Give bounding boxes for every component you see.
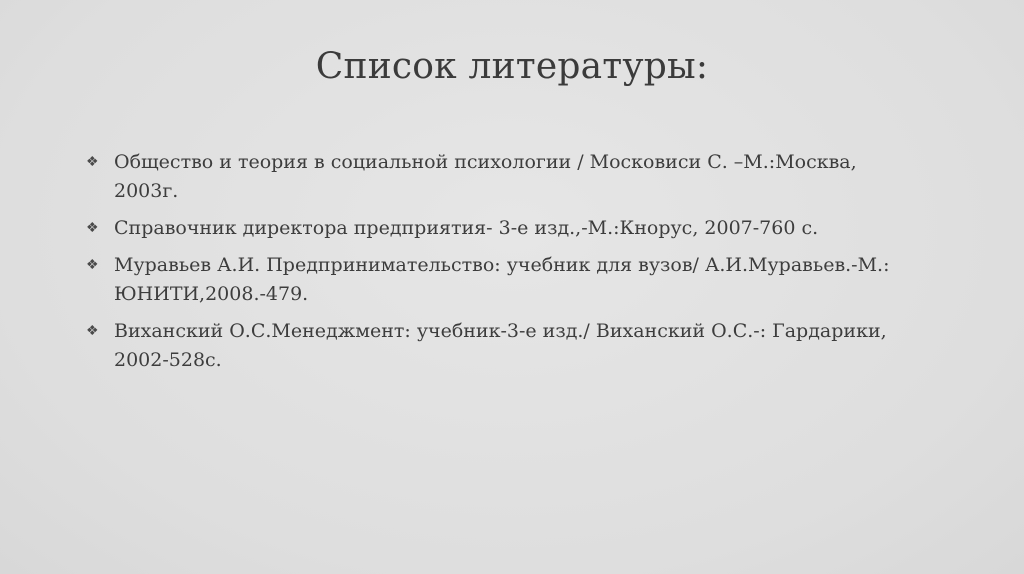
list-item-text: Справочник директора предприятия- 3-е изд.,-М.:Кнорус, 2007-760 с.: [114, 217, 819, 239]
diamond-bullet-icon: ❖: [86, 323, 99, 339]
list-item: [86, 148, 926, 206]
list-item: [86, 317, 926, 375]
diamond-bullet-icon: ❖: [86, 257, 99, 273]
list-item-text: Общество и теория в социальной психологии / Московиси С. –М.:Москва, 2003г.: [114, 151, 857, 202]
list-item: [86, 251, 926, 309]
diamond-bullet-icon: ❖: [86, 154, 99, 170]
bibliography-list: [86, 148, 926, 383]
list-item: [86, 214, 926, 243]
diamond-bullet-icon: ❖: [86, 220, 99, 236]
slide-title: Список литературы:: [315, 46, 709, 87]
list-item-text: Виханский О.С.Менеджмент: учебник-3-е изд./ Виханский О.С.-: Гардарики, 2002-528с.: [114, 320, 887, 371]
list-item-text: Муравьев А.И. Предпринимательство: учебник для вузов/ А.И.Муравьев.-М.: ЮНИТИ,2008.-479.: [114, 254, 890, 305]
